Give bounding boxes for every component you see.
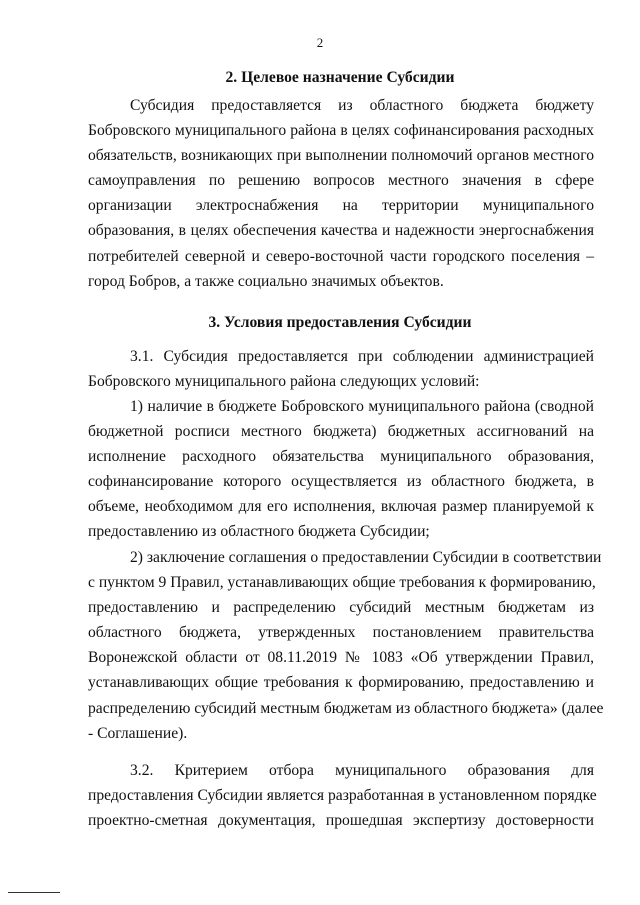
text-line: предоставления Субсидии является разработанная в установленном порядке [88,787,597,805]
text-line: Воронежской области от 08.11.2019 № 1083 «Об утверждении Правил, [88,649,594,667]
condition-item-1 [88,394,594,545]
text-line: Субсидия предоставляется из областного бюджета бюджету [130,97,594,114]
section-3-heading: 3. Условия предоставления Субсидии [208,314,472,331]
text-line: 3.2. Критерием отбора муниципального образования для [130,762,594,779]
text-line: с пунктом 9 Правил, устанавливающих общие требования к формированию, [88,574,596,592]
text-line: бюджетной росписи местного бюджета) бюджетных ассигнований на [88,423,594,441]
text-line: устанавливающих общие требования к формированию, предоставлению и [88,674,594,692]
section-2-paragraph [88,93,594,294]
text-line: проектно-сметная документация, прошедшая экспертизу достоверности [88,812,594,830]
text-line: Бобровского муниципального района в целях софинансирования расходных [88,122,594,140]
text-line: Бобровского муниципального района следующих условий: [88,373,480,391]
text-line: потребителей северной и северо-восточной части городского поселения – [88,247,594,265]
paragraph-3-1 [88,344,594,394]
section-2-heading: 2. Целевое назначение Субсидии [225,69,455,86]
text-line: организации электроснабжения на территории муниципального [88,197,594,215]
text-line: предоставлению из областного бюджета Субсидии; [88,523,430,541]
text-line: исполнение расходного обязательства муниципального образования, [88,448,594,466]
text-line: софинансирование которого осуществляется из областного бюджета, в [88,473,594,491]
text-line: 3.1. Субсидия предоставляется при соблюдении администрацией [130,348,594,365]
text-line: предоставлению и распределению субсидий местным бюджетам из [88,599,594,617]
page-number: 2 [316,35,324,50]
text-line: распределению субсидий местным бюджетам из областного бюджета» (далее [88,699,604,717]
text-line: город Бобров, а также социально значимых объектов. [88,272,444,290]
text-line: образования, в целях обеспечения качества и надежности энергоснабжения [88,222,594,240]
text-line: - Соглашение). [88,724,188,742]
condition-item-2 [88,545,604,746]
text-line: 2) заключение соглашения о предоставлении Субсидии в соответствии [130,549,602,566]
text-line: обязательств, возникающих при выполнении полномочий органов местного [88,147,594,165]
text-line: самоуправления по решению вопросов местного значения в сфере [88,172,594,190]
page-edge-line [8,892,60,893]
text-line: 1) наличие в бюджете Бобровского муниципального района (сводной [130,398,594,415]
text-line: областного бюджета, утвержденных постановлением правительства [88,624,594,642]
paragraph-3-2 [88,758,597,833]
text-line: объеме, необходимом для его исполнения, включая размер планируемой к [88,498,594,516]
